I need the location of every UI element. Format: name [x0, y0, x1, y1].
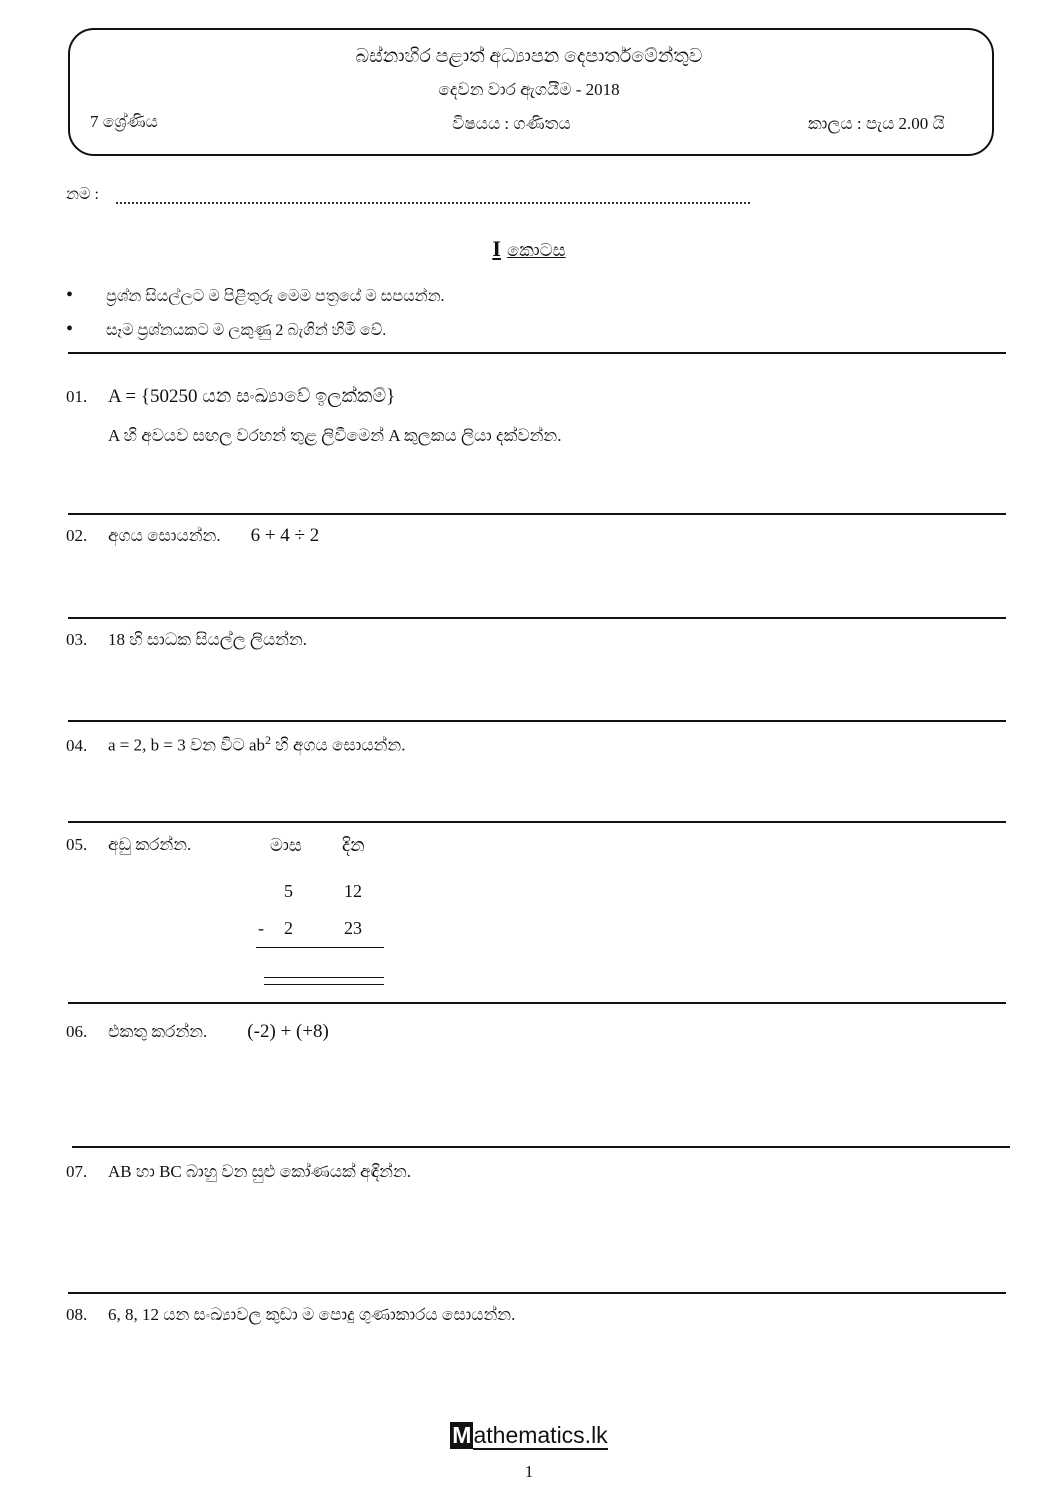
instruction-text: ප්‍රශ්න සියල්ලට ම පිළිතුරු මෙම පත්‍රයේ ම සපයන්න.: [106, 288, 445, 305]
question-text: AB හා BC බාහු වන සුළු කෝණයක් අඳින්න.: [108, 1162, 411, 1181]
question-expression: (-2) + (+8): [247, 1021, 329, 1042]
logo-initial: M: [452, 1422, 472, 1448]
question-6: [66, 1021, 329, 1043]
divider: [68, 617, 1006, 619]
row2-days: 23: [344, 918, 362, 938]
name-label: නම :: [66, 186, 99, 203]
question-5: [66, 835, 191, 855]
question-number: 01.: [66, 387, 88, 406]
divider: [68, 513, 1006, 515]
divider: [68, 821, 1006, 823]
minus-sign: -: [258, 918, 264, 938]
exponent: 2: [265, 733, 271, 747]
row1-days: 12: [344, 881, 362, 901]
question-number: 06.: [66, 1022, 88, 1041]
question-number: 08.: [66, 1305, 88, 1324]
grade-label: 7 ශ්‍රේණිය: [90, 112, 158, 131]
divider: [68, 352, 1006, 354]
divider: [72, 1146, 1010, 1148]
question-text: 18 හි සාධක සියල්ල ලියන්න.: [108, 630, 308, 649]
instruction-item: [66, 284, 445, 307]
column-header-months: මාස: [270, 835, 302, 855]
page-number: 1: [524, 1462, 534, 1481]
question-4: [66, 733, 405, 756]
row1-months: 5: [284, 881, 293, 901]
question-7: [66, 1162, 411, 1182]
question-1-line2: A හි අවයව සඟල වරහන් තුළ ලිවීමෙන් A කුලකය ලියා දක්වන්න.: [108, 426, 562, 445]
time-label: කාලය : පැය 2.00 යි: [808, 114, 945, 133]
row2-months: 2: [284, 918, 293, 938]
term-test-title: දෙවන වාර ඇගයීම - 2018: [438, 80, 620, 99]
question-text: අඩු කරන්න.: [108, 835, 192, 854]
answer-line-bottom: [264, 984, 384, 985]
question-text: A = {50250 යන සංඛ්‍යාවේ ඉලක්කම්}: [108, 386, 396, 407]
site-logo: [0, 1422, 1058, 1449]
column-header-days: දින: [342, 835, 365, 855]
question-number: 03.: [66, 630, 88, 649]
question-text: 6, 8, 12 යන සංඛ්‍යාවල කුඩා ම පොදු ගුණාකාරය සොයන්න.: [108, 1305, 516, 1324]
question-text: හි අගය සොයන්න.: [271, 735, 406, 755]
question-number: 05.: [66, 835, 88, 854]
bullet-icon: •: [66, 284, 74, 306]
subject-label: විෂයය : ගණිතය: [452, 114, 571, 133]
question-8: [66, 1305, 515, 1325]
subtraction-line: [256, 947, 384, 948]
question-3: [66, 630, 307, 650]
question-text: එකතු කරන්න.: [108, 1022, 208, 1041]
section-roman: I: [492, 236, 501, 261]
instruction-item: [66, 318, 386, 341]
question-number: 02.: [66, 526, 88, 545]
logo-text: athematics.lk: [473, 1422, 608, 1448]
name-field-line[interactable]: [116, 202, 750, 204]
question-number: 04.: [66, 735, 88, 755]
divider: [68, 1292, 1006, 1294]
section-word: කොටස: [506, 240, 566, 260]
question-text: a = 2, b = 3 වන විට ab: [108, 735, 265, 755]
answer-line-top: [264, 977, 384, 978]
question-1: [66, 386, 395, 408]
divider: [68, 720, 1006, 722]
question-2: [66, 525, 319, 547]
question-number: 07.: [66, 1162, 88, 1181]
bullet-icon: •: [66, 318, 74, 340]
instruction-text: සෑම ප්‍රශ්නයකට ම ලකුණු 2 බැගින් හිමි වේ.: [106, 322, 387, 339]
question-expression: 6 + 4 ÷ 2: [250, 525, 320, 546]
department-title: බස්නාහිර පළාත් අධ්‍යාපන දෙපාර්තමේන්තුව: [355, 46, 703, 67]
divider: [68, 1002, 1006, 1004]
section-title: [0, 236, 1058, 262]
question-text: අගය සොයන්න.: [108, 526, 221, 545]
